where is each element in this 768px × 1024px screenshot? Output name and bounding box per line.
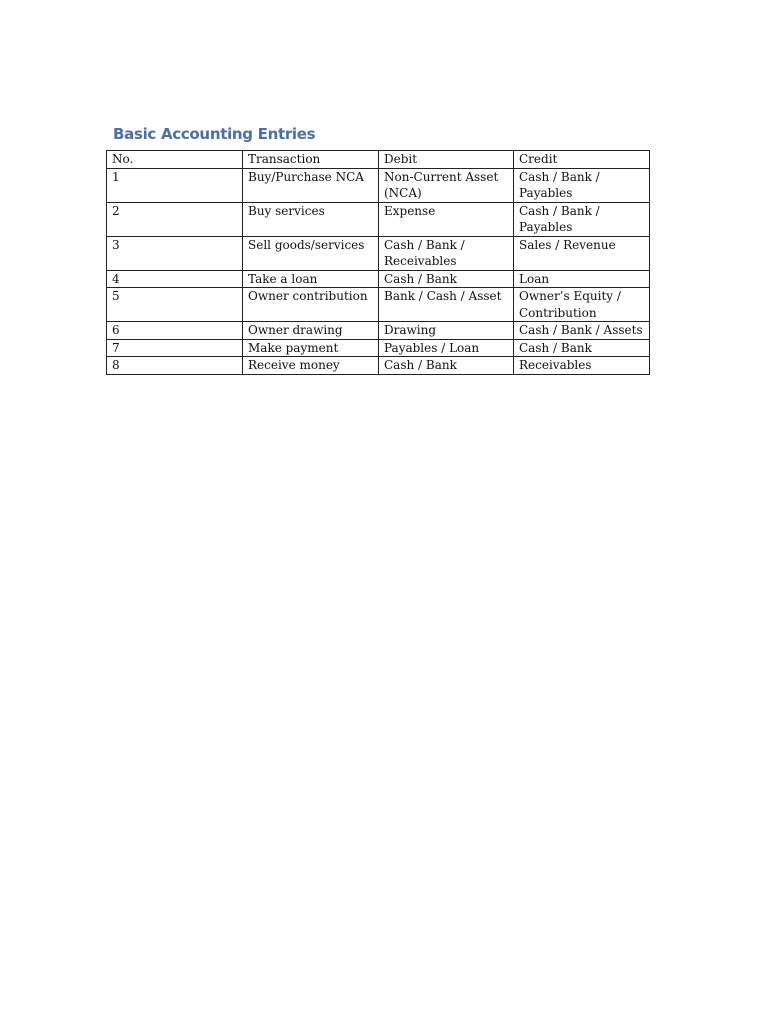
cell-transaction: Buy services <box>243 202 379 236</box>
cell-no: 3 <box>107 236 243 270</box>
cell-credit: Cash / Bank / Payables <box>514 202 650 236</box>
cell-no: 2 <box>107 202 243 236</box>
cell-no: 5 <box>107 288 243 322</box>
cell-debit: Non-Current Asset (NCA) <box>379 168 514 202</box>
cell-transaction: Receive money <box>243 357 379 375</box>
table-row <box>107 236 650 270</box>
cell-no: 7 <box>107 339 243 357</box>
table-row <box>107 202 650 236</box>
table-row <box>107 168 650 202</box>
cell-debit: Drawing <box>379 322 514 340</box>
cell-credit: Cash / Bank <box>514 339 650 357</box>
cell-debit: Bank / Cash / Asset <box>379 288 514 322</box>
cell-transaction: Owner drawing <box>243 322 379 340</box>
table-row <box>107 288 650 322</box>
table-header-row <box>107 151 650 169</box>
accounting-entries-table <box>106 150 650 375</box>
cell-credit: Sales / Revenue <box>514 236 650 270</box>
header-cell-debit: Debit <box>379 151 514 169</box>
cell-credit: Owner’s Equity / Contribution <box>514 288 650 322</box>
header-cell-credit: Credit <box>514 151 650 169</box>
table-row <box>107 322 650 340</box>
cell-no: 4 <box>107 270 243 288</box>
table-row <box>107 357 650 375</box>
table-row <box>107 270 650 288</box>
cell-no: 8 <box>107 357 243 375</box>
cell-no: 1 <box>107 168 243 202</box>
cell-transaction: Owner contribution <box>243 288 379 322</box>
cell-debit: Cash / Bank / Receivables <box>379 236 514 270</box>
document-title: Basic Accounting Entries <box>113 125 316 143</box>
cell-credit: Cash / Bank / Payables <box>514 168 650 202</box>
cell-no: 6 <box>107 322 243 340</box>
cell-debit: Cash / Bank <box>379 357 514 375</box>
cell-debit: Payables / Loan <box>379 339 514 357</box>
cell-debit: Expense <box>379 202 514 236</box>
cell-transaction: Sell goods/services <box>243 236 379 270</box>
cell-credit: Receivables <box>514 357 650 375</box>
table-row <box>107 339 650 357</box>
cell-credit: Loan <box>514 270 650 288</box>
cell-debit: Cash / Bank <box>379 270 514 288</box>
header-cell-no: No. <box>107 151 243 169</box>
cell-transaction: Buy/Purchase NCA <box>243 168 379 202</box>
cell-credit: Cash / Bank / Assets <box>514 322 650 340</box>
cell-transaction: Take a loan <box>243 270 379 288</box>
cell-transaction: Make payment <box>243 339 379 357</box>
header-cell-transaction: Transaction <box>243 151 379 169</box>
